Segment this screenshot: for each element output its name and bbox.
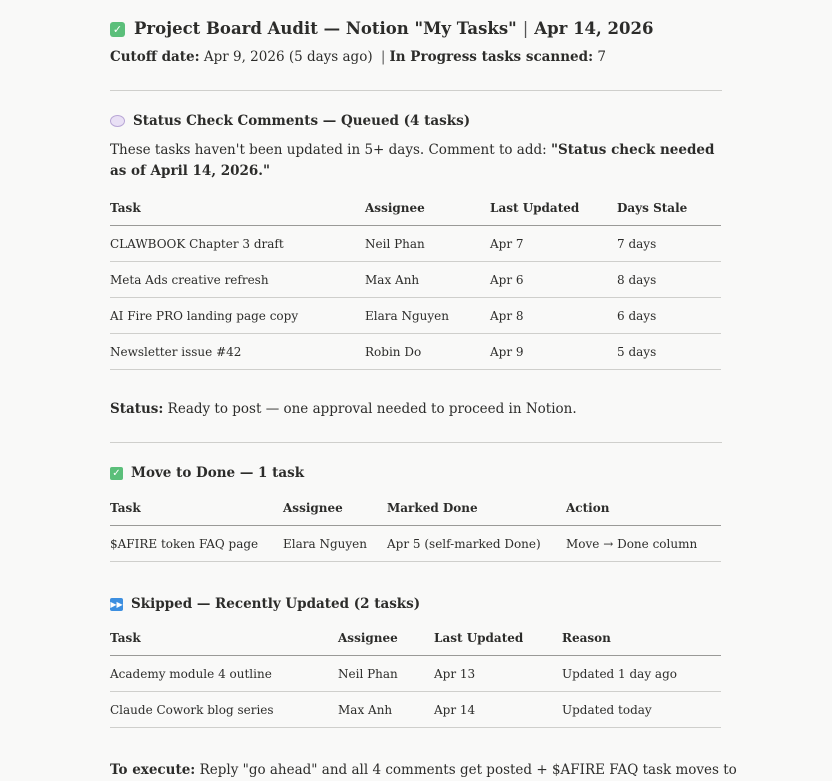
cutoff-value: Apr 9, 2026 (5 days ago): [203, 49, 373, 65]
cell-assignee: Elara Nguyen: [365, 298, 490, 334]
cell-action: Move → Done column: [566, 526, 721, 562]
cell-last-updated: Apr 9: [490, 334, 617, 370]
col-assignee: Assignee: [365, 191, 490, 226]
intro-comment: "Status check needed as of April 14, 2026.": [110, 142, 715, 179]
intro-text: These tasks haven't been updated in 5+ days. Comment to add:: [110, 142, 551, 158]
cutoff-label: Cutoff date:: [110, 49, 200, 65]
status-check-intro: [110, 140, 722, 182]
scanned-value: 7: [597, 49, 606, 65]
cell-assignee: Max Anh: [338, 692, 434, 728]
col-task: Task: [110, 191, 365, 226]
table-header-row: [110, 621, 721, 656]
skipped-table: [110, 621, 721, 728]
col-last-updated: Last Updated: [490, 191, 617, 226]
cell-reason: Updated today: [562, 692, 721, 728]
execute-text: Reply "go ahead" and all 4 comments get posted + $AFIRE FAQ task moves to: [199, 762, 737, 778]
cell-task: AI Fire PRO landing page copy: [110, 298, 365, 334]
cell-task: Meta Ads creative refresh: [110, 262, 365, 298]
cell-days-stale: 6 days: [617, 298, 721, 334]
cell-task: Academy module 4 outline: [110, 656, 338, 692]
title-main: Project Board Audit — Notion "My Tasks": [134, 19, 517, 38]
table-row: [110, 226, 721, 262]
col-days-stale: Days Stale: [617, 191, 721, 226]
cell-reason: Updated 1 day ago: [562, 656, 721, 692]
status-check-heading: [110, 112, 470, 130]
table-row: [110, 526, 721, 562]
cell-last-updated: Apr 6: [490, 262, 617, 298]
cell-marked-done: Apr 5 (self-marked Done): [387, 526, 566, 562]
table-header-row: [110, 191, 721, 226]
table-row: [110, 692, 721, 728]
move-done-title: Move to Done — 1 task: [131, 465, 305, 481]
status-label: Status:: [110, 401, 164, 417]
meta-separator: |: [380, 49, 386, 65]
divider: [110, 442, 722, 443]
cell-assignee: Robin Do: [365, 334, 490, 370]
cell-last-updated: Apr 8: [490, 298, 617, 334]
table-row: [110, 262, 721, 298]
cell-task: Claude Cowork blog series: [110, 692, 338, 728]
cell-task: CLAWBOOK Chapter 3 draft: [110, 226, 365, 262]
cell-task: $AFIRE token FAQ page: [110, 526, 283, 562]
speech-balloon-icon: [110, 115, 125, 127]
cell-days-stale: 7 days: [617, 226, 721, 262]
col-reason: Reason: [562, 621, 721, 656]
title-separator: |: [522, 19, 529, 38]
table-row: [110, 298, 721, 334]
col-task: Task: [110, 491, 283, 526]
divider: [110, 90, 722, 91]
cell-assignee: Max Anh: [365, 262, 490, 298]
execute-instructions: [110, 760, 737, 781]
col-last-updated: Last Updated: [434, 621, 562, 656]
status-line: [110, 399, 577, 420]
audit-meta: [110, 48, 606, 66]
fast-forward-icon: ▶▶: [110, 599, 123, 609]
cell-assignee: Elara Nguyen: [283, 526, 387, 562]
status-check-title: Status Check Comments — Queued (4 tasks): [133, 113, 471, 129]
table-header-row: [110, 491, 721, 526]
col-assignee: Assignee: [338, 621, 434, 656]
col-action: Action: [566, 491, 721, 526]
check-mark-icon: ✓: [110, 467, 123, 480]
cell-assignee: Neil Phan: [338, 656, 434, 692]
execute-label: To execute:: [110, 762, 196, 778]
status-check-table: [110, 191, 721, 370]
cell-last-updated: Apr 7: [490, 226, 617, 262]
page-title: [110, 18, 653, 40]
col-marked-done: Marked Done: [387, 491, 566, 526]
table-row: [110, 334, 721, 370]
scanned-label: In Progress tasks scanned:: [389, 49, 594, 65]
cell-task: Newsletter issue #42: [110, 334, 365, 370]
col-assignee: Assignee: [283, 491, 387, 526]
status-text: Ready to post — one approval needed to proceed in Notion.: [167, 401, 577, 417]
skipped-heading: [110, 595, 420, 613]
cell-days-stale: 8 days: [617, 262, 721, 298]
move-done-heading: [110, 464, 304, 482]
cell-assignee: Neil Phan: [365, 226, 490, 262]
move-done-table: [110, 491, 721, 562]
col-task: Task: [110, 621, 338, 656]
table-row: [110, 656, 721, 692]
cell-days-stale: 5 days: [617, 334, 721, 370]
cell-last-updated: Apr 13: [434, 656, 562, 692]
cell-last-updated: Apr 14: [434, 692, 562, 728]
skipped-title: Skipped — Recently Updated (2 tasks): [131, 596, 421, 612]
check-mark-icon: ✓: [110, 22, 125, 37]
title-date: Apr 14, 2026: [534, 19, 654, 38]
